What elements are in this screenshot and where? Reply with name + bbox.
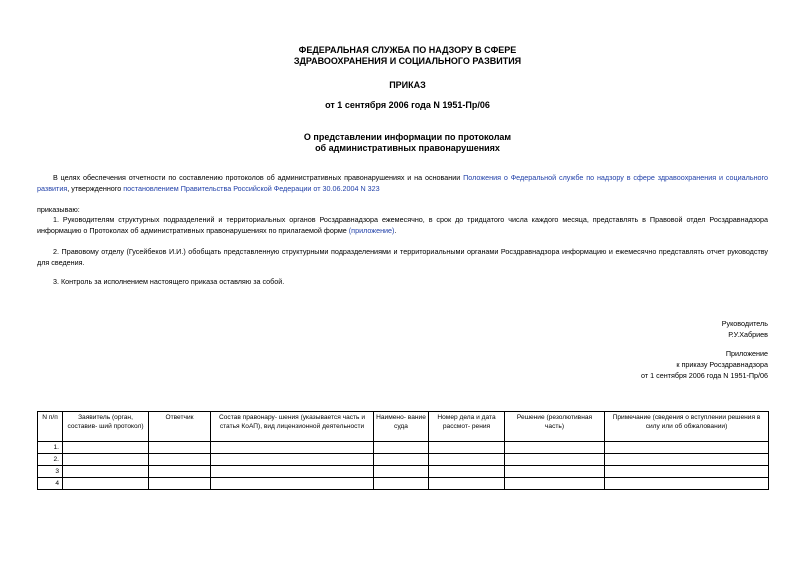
table-cell [211,454,374,466]
signature-block [470,318,768,340]
table-cell [429,442,505,454]
table-cell [605,466,769,478]
table-cell [505,442,605,454]
regulation-link[interactable]: Положения о Федеральной службе по надзору в сфере здравоохранения и социального развития [37,173,769,193]
table-cell [605,478,769,490]
row-number: 1. [38,442,63,454]
table-cell [63,466,149,478]
table-cell [149,454,211,466]
item-1-text: 1. Руководителям структурных подразделений и территориальных органов Росздравнадзора ежемесячно, в срок до тридцатого числа каждого месяца, представлять в Правовой отдел Росздравнадзора информацию о Протоколах об административных правонарушениях по прилагаемой форме [37,215,768,235]
appendix-line-1: Приложение [725,349,768,358]
table-cell [149,478,211,490]
col-header-applicant: Заявитель (орган, составив- ший протокол) [63,412,149,442]
table-cell [429,454,505,466]
table-cell [505,454,605,466]
signature-name: Р.У.Хабриев [728,330,768,339]
doc-type: ПРИКАЗ [389,80,426,90]
table-cell [211,442,374,454]
table-cell [374,454,429,466]
table-cell [211,466,374,478]
table-cell [605,454,769,466]
appendix-line-2: к приказу Росздравнадзора [676,360,768,369]
order-item-3: 3. Контроль за исполнением настоящего приказа оставляю за собой. [53,277,285,286]
table-cell [149,442,211,454]
doc-date: от 1 сентября 2006 года N 1951-Пр/06 [325,100,490,110]
intro-paragraph [37,172,768,194]
report-form-table [37,411,769,490]
table-cell [429,478,505,490]
col-header-note: Примечание (сведения о вступлении решения в силу или об обжаловании) [605,412,769,442]
col-header-case: Номер дела и дата рассмот- рения [429,412,505,442]
table-cell [63,454,149,466]
intro-middle: , утвержденного [67,184,124,193]
table-cell [63,478,149,490]
table-row [38,442,769,454]
table-cell [605,442,769,454]
item-1-end: . [394,226,397,235]
appendix-note [470,348,768,381]
table-cell [211,478,374,490]
table-cell [374,466,429,478]
table-cell [149,466,211,478]
doc-subject [150,132,665,154]
table-cell [505,466,605,478]
table-row [38,466,769,478]
table-cell [374,478,429,490]
col-header-respondent: Ответчик [149,412,211,442]
appendix-link[interactable]: (приложение) [348,226,395,235]
table-row [38,454,769,466]
row-number: 2. [38,454,63,466]
appendix-line-3: от 1 сентября 2006 года N 1951-Пр/06 [641,371,768,380]
col-header-decision: Решение (резолютивная часть) [505,412,605,442]
order-item-2: 2. Правовому отделу (Гусейбеков И.И.) обобщать представленную структурными подразделениями и территориальными органами Росздравнадзора информацию и ежемесячно представлять отчет руководству для сведения. [37,247,768,267]
col-header-number: N п/п [38,412,63,442]
table-header-row [38,412,769,442]
signature-title: Руководитель [721,319,768,328]
resolution-link[interactable]: постановлением Правительства Российской Федерации от 30.06.2004 N 323 [123,184,380,193]
table-row [38,478,769,490]
agency-line-1: ФЕДЕРАЛЬНАЯ СЛУЖБА ПО НАДЗОРУ В СФЕРЕ [298,45,517,55]
row-number: 4 [38,478,63,490]
table-cell [63,442,149,454]
agency-name [150,45,665,67]
table-cell [505,478,605,490]
subject-line-1: О представлении информации по протоколам [303,132,512,142]
row-number: 3 [38,466,63,478]
order-item-1 [37,214,768,236]
col-header-court: Наимено- вание суда [374,412,429,442]
subject-line-2: об административных правонарушениях [315,143,500,153]
col-header-offense: Состав правонару- шения (указывается часть и статья КоАП), вид лицензионной деятельности [211,412,374,442]
table-cell [429,466,505,478]
intro-prefix: В целях обеспечения отчетности по составлению протоколов об административных правонарушениях и на основании [53,173,464,182]
order-word: приказываю: [37,205,80,214]
table-cell [374,442,429,454]
agency-line-2: ЗДРАВООХРАНЕНИЯ И СОЦИАЛЬНОГО РАЗВИТИЯ [293,56,522,66]
